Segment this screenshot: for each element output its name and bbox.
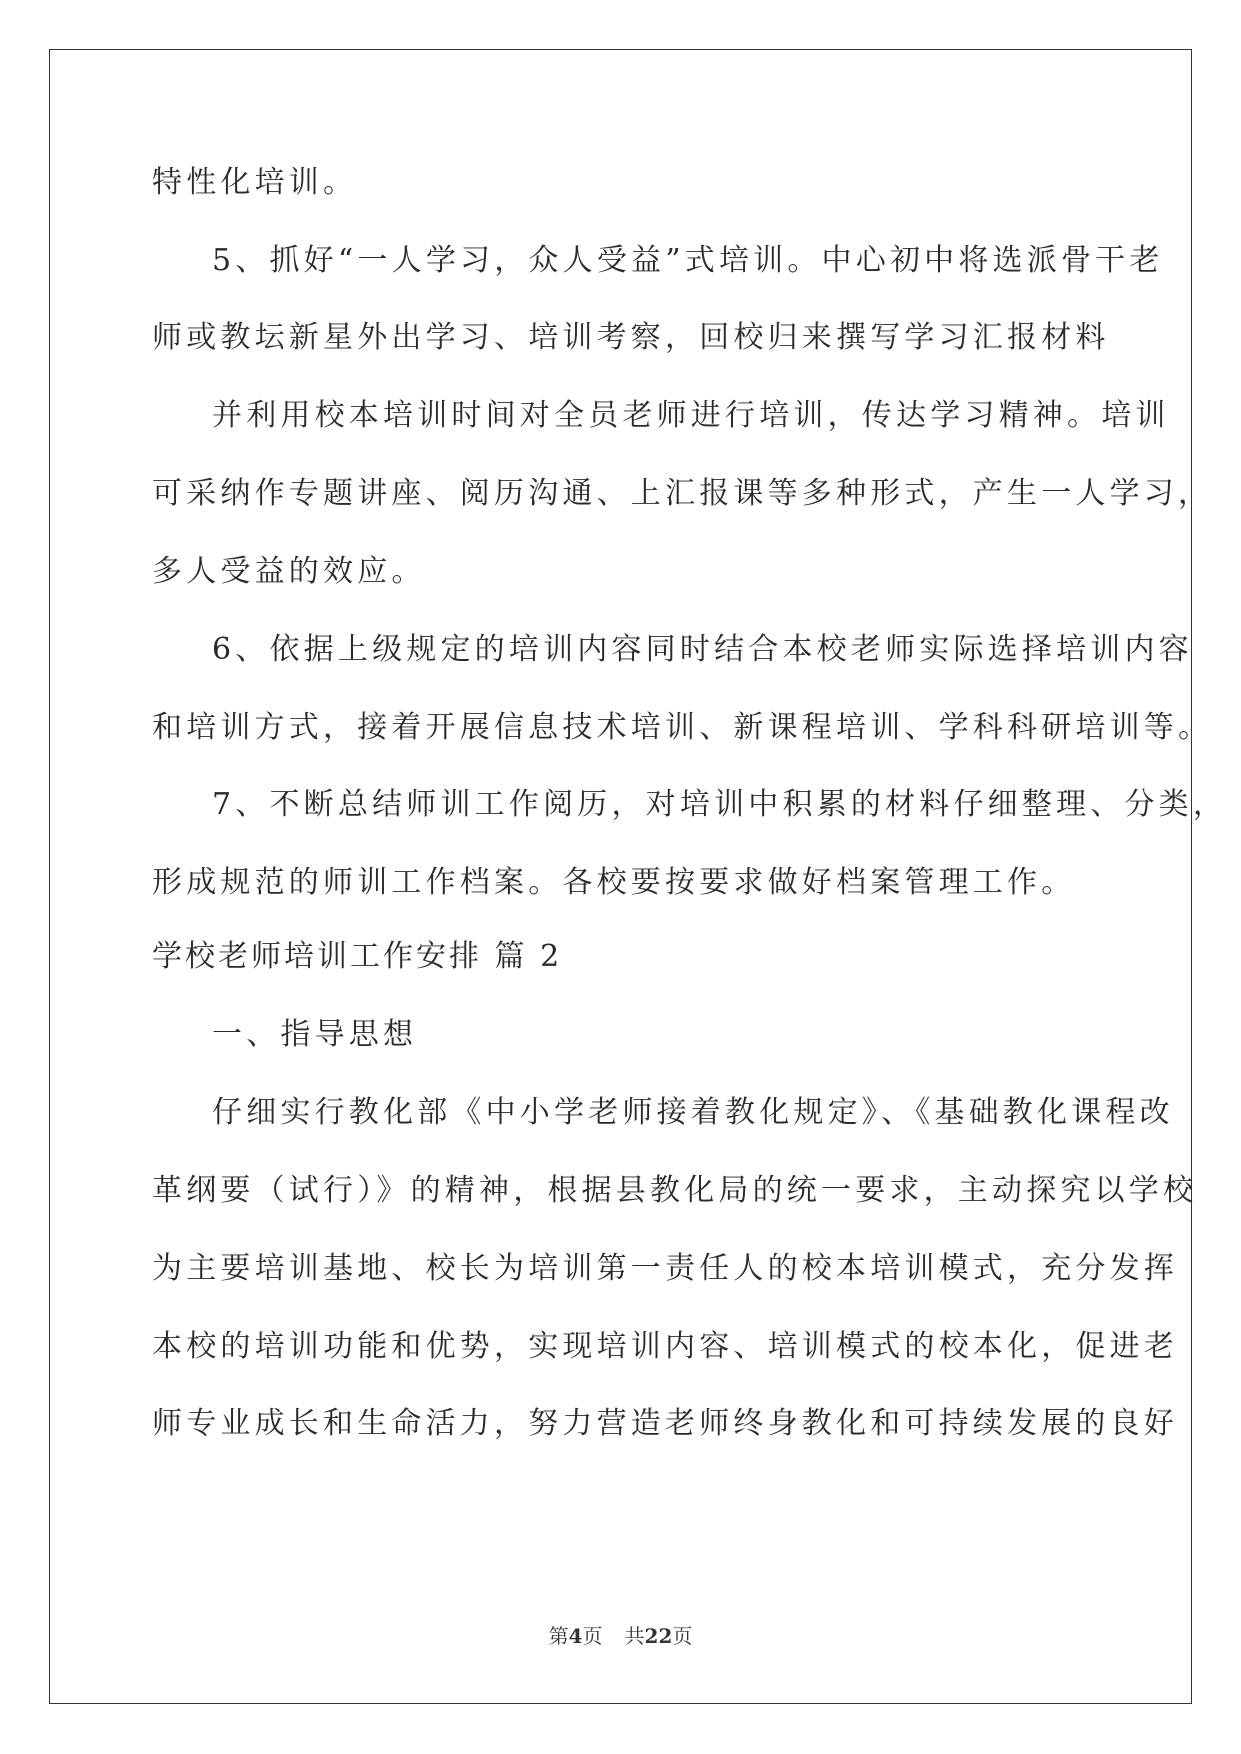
page-number: 4 — [568, 1624, 583, 1648]
text-line: 并利用校本培训时间对全员老师进行培训，传达学习精神。培训 — [212, 398, 1170, 433]
page-prefix: 第 — [548, 1624, 569, 1648]
text-line: 师专业成长和生命活力，努力营造老师终身教化和可持续发展的良好 — [152, 1406, 1178, 1441]
text-line: 7、不断总结师训工作阅历，对培训中积累的材料仔细整理、分类， — [212, 787, 1228, 822]
page-unit: 页 — [582, 1624, 603, 1648]
total-pages: 22 — [644, 1624, 673, 1648]
text-line: 形成规范的师训工作档案。各校要按要求做好档案管理工作。 — [152, 865, 1076, 900]
text-line: 仔细实行教化部《中小学老师接着教化规定》、《基础教化课程改 — [212, 1095, 1174, 1130]
total-unit: 页 — [672, 1624, 693, 1648]
section-heading: 学校老师培训工作安排 篇 2 — [152, 939, 563, 974]
text-line: 本校的培训功能和优势，实现培训内容、培训模式的校本化，促进老 — [152, 1329, 1178, 1364]
text-line: 和培训方式，接着开展信息技术培训、新课程培训、学科科研培训等。 — [152, 710, 1213, 745]
text-line: 为主要培训基地、校长为培训第一责任人的校本培训模式，充分发挥 — [152, 1251, 1178, 1286]
text-line: 革纲要（试行）》的精神，根据县教化局的统一要求，主动探究以学校 — [152, 1173, 1198, 1208]
text-line: 师或教坛新星外出学习、培训考察，回校归来撰写学习汇报材料 — [152, 320, 1110, 355]
subsection-heading: 一、指导思想 — [212, 1017, 418, 1052]
total-prefix: 共 — [624, 1624, 645, 1648]
text-line: 可采纳作专题讲座、阅历沟通、上汇报课等多种形式，产生一人学习， — [152, 476, 1213, 511]
text-line: 5、抓好“一人学习，众人受益”式培训。中心初中将选派骨干老 — [212, 243, 1164, 278]
text-line: 特性化培训。 — [152, 165, 358, 200]
page-footer — [0, 1624, 1241, 1648]
text-line: 6、依据上级规定的培训内容同时结合本校老师实际选择培训内容 — [212, 632, 1193, 667]
text-line: 多人受益的效应。 — [152, 554, 426, 589]
